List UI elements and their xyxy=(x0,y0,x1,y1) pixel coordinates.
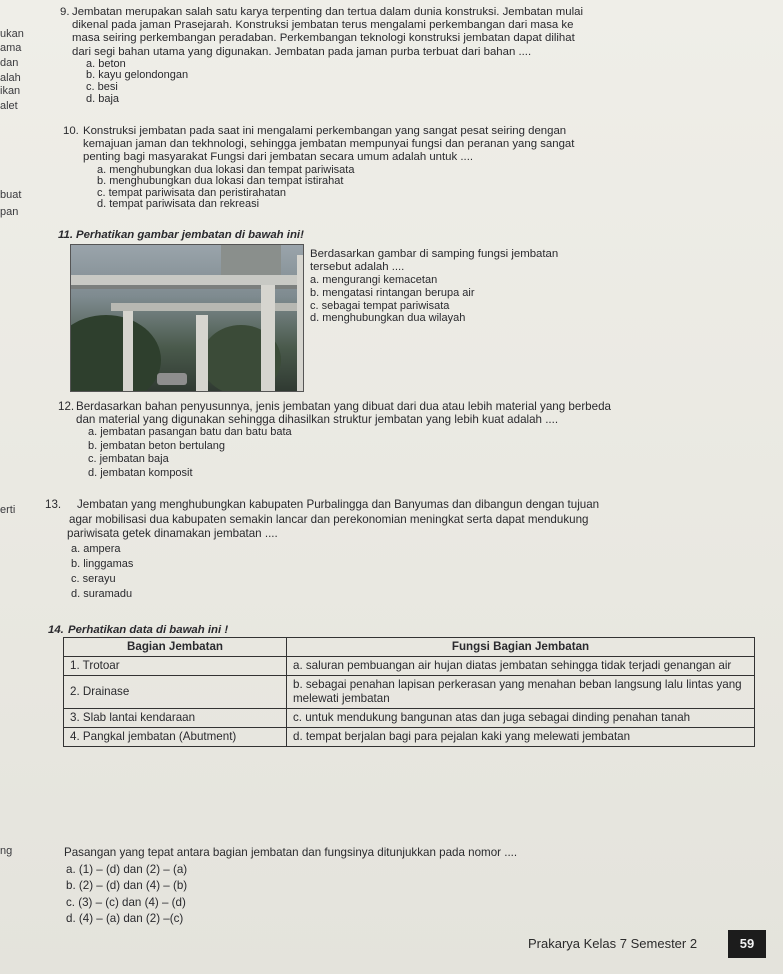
answer-option[interactable]: d. baja xyxy=(86,92,120,105)
table-row xyxy=(64,728,755,747)
answer-option[interactable]: b. kayu gelondongan xyxy=(86,69,189,82)
page-number: 59 xyxy=(728,930,766,958)
bridge-photo xyxy=(70,244,304,392)
table-cell-function: a. saluran pembuangan air hujan diatas jembatan sehingga tidak terjadi genangan air xyxy=(287,657,755,676)
table-header: Fungsi Bagian Jembatan xyxy=(287,638,755,657)
question-14 xyxy=(64,845,764,928)
question-number: 11. xyxy=(58,229,73,241)
question-text: dikenal pada jaman Prasejarah. Konstruksi jembatan terus mengalami perkembangan dari masa ke xyxy=(72,19,574,32)
margin-fragment: alet xyxy=(0,100,18,112)
question-9 xyxy=(60,6,772,105)
answer-option[interactable]: a. jembatan pasangan batu dan batu bata xyxy=(88,426,292,439)
question-number: 14. xyxy=(48,624,64,636)
margin-fragment: ama xyxy=(0,42,22,54)
answer-option[interactable]: c. tempat pariwisata dan peristirahatan xyxy=(97,186,286,199)
question-11-title xyxy=(58,229,526,242)
answer-option[interactable]: a. mengurangi kemacetan xyxy=(310,274,438,287)
question-text: dari segi bahan utama yang digunakan. Jembatan pada jaman purba terbuat dari bahan .... xyxy=(72,45,532,58)
question-text: Berdasarkan bahan penyusunnya, jenis jembatan yang dibuat dari dua atau lebih material yang berbeda xyxy=(76,400,611,413)
answer-option[interactable]: b. jembatan beton bertulang xyxy=(88,439,225,452)
question-13 xyxy=(45,498,777,602)
margin-fragment: buat xyxy=(0,189,22,201)
table-cell-function: c. untuk mendukung bangunan atas dan juga sebagai dinding penahan tanah xyxy=(287,709,755,728)
question-text: Jembatan merupakan salah satu karya terpenting dan tertua dalam dunia konstruksi. Jembatan mulai xyxy=(72,6,583,18)
question-text: tersebut adalah .... xyxy=(310,261,405,274)
answer-option[interactable]: c. jembatan baja xyxy=(88,453,169,466)
answer-option[interactable]: c. sebagai tempat pariwisata xyxy=(310,299,450,312)
margin-fragment: pan xyxy=(0,206,19,218)
question-number: 12. xyxy=(58,400,75,413)
answer-option[interactable]: c. serayu xyxy=(71,572,116,585)
answer-option[interactable]: a. menghubungkan dua lokasi dan tempat pariwisata xyxy=(97,163,355,176)
question-14-title xyxy=(48,624,568,637)
table-cell-part: 1. Trotoar xyxy=(64,657,287,676)
question-text: agar mobilisasi dua kabupaten semakin lancar dan perekonomian meningkat serta dapat mendukung xyxy=(69,512,589,526)
answer-option[interactable]: d. suramadu xyxy=(71,587,133,600)
table-row xyxy=(64,676,755,709)
table-cell-function: d. tempat berjalan bagi para pejalan kaki yang melewati jembatan xyxy=(287,728,755,747)
margin-fragment: ikan xyxy=(0,85,21,97)
answer-option[interactable]: b. linggamas xyxy=(71,557,134,570)
question-number: 13. xyxy=(45,498,62,511)
answer-option[interactable]: d. (4) – (a) dan (2) –(c) xyxy=(66,912,184,925)
question-text: masa seiring perkembangan peradaban. Perkembangan teknologi konstruksi jembatan dapat dilihat xyxy=(72,32,575,45)
answer-option[interactable]: b. (2) – (d) dan (4) – (b) xyxy=(66,879,188,892)
answer-option[interactable]: b. mengatasi rintangan berupa air xyxy=(310,287,475,299)
question-number: 9. xyxy=(60,6,70,18)
question-title: Perhatikan data di bawah ini ! xyxy=(68,624,229,636)
table-row xyxy=(64,657,755,676)
margin-fragment: ng xyxy=(0,845,13,857)
question-text: penting bagi masyarakat Fungsi dari jembatan secara umum adalah untuk .... xyxy=(83,151,474,164)
table-cell-part: 2. Drainase xyxy=(64,676,287,709)
question-text: pariwisata getek dinamakan jembatan .... xyxy=(67,527,278,540)
answer-option[interactable]: c. besi xyxy=(86,81,118,93)
table-cell-part: 4. Pangkal jembatan (Abutment) xyxy=(64,728,287,747)
answer-option[interactable]: b. menghubungkan dua lokasi dan tempat istirahat xyxy=(97,175,344,188)
table-header-row xyxy=(64,638,755,657)
margin-fragment: ukan xyxy=(0,28,24,40)
table-row xyxy=(64,709,755,728)
answer-option[interactable]: a. (1) – (d) dan (2) – (a) xyxy=(66,862,188,876)
question-text: Konstruksi jembatan pada saat ini mengalami perkembangan yang sangat pesat seiring dengan xyxy=(83,125,567,137)
question-text: Jembatan yang menghubungkan kabupaten Purbalingga dan Banyumas dan dibangun dengan tujuan xyxy=(77,498,600,511)
margin-fragment: erti xyxy=(0,504,16,516)
question-text: Berdasarkan gambar di samping fungsi jembatan xyxy=(310,248,559,260)
answer-option[interactable]: d. tempat pariwisata dan rekreasi xyxy=(97,198,260,211)
margin-fragment: alah xyxy=(0,72,21,84)
margin-fragment: dan xyxy=(0,57,19,69)
question-title: Perhatikan gambar jembatan di bawah ini! xyxy=(76,229,304,241)
question-text: kemajuan jaman dan tekhnologi, sehingga jembatan mempunyai fungsi dan peranan yang sangat xyxy=(83,138,575,151)
table-cell-part: 3. Slab lantai kendaraan xyxy=(64,709,287,728)
answer-option[interactable]: c. (3) – (c) dan (4) – (d) xyxy=(66,895,186,909)
question-number: 10. xyxy=(63,125,79,137)
question-10 xyxy=(63,125,773,211)
table-cell-function: b. sebagai penahan lapisan perkerasan yang menahan beban langsung lalu lintas yang melewati jembatan xyxy=(287,676,755,709)
book-footer: Prakarya Kelas 7 Semester 2 xyxy=(528,936,698,951)
answer-option[interactable]: a. ampera xyxy=(71,542,121,555)
question-text: Pasangan yang tepat antara bagian jembatan dan fungsinya ditunjukkan pada nomor .... xyxy=(64,846,518,859)
answer-option[interactable]: d. menghubungkan dua wilayah xyxy=(310,312,466,325)
question-12 xyxy=(58,400,776,480)
answer-option[interactable]: a. beton xyxy=(86,57,126,70)
question-11 xyxy=(310,248,770,325)
bridge-parts-table xyxy=(63,637,755,747)
answer-option[interactable]: d. jembatan komposit xyxy=(88,466,193,479)
table-header: Bagian Jembatan xyxy=(64,638,287,657)
question-text: dan material yang digunakan sehingga dihasilkan struktur jembatan yang lebih kuat adalah .... xyxy=(76,413,559,427)
